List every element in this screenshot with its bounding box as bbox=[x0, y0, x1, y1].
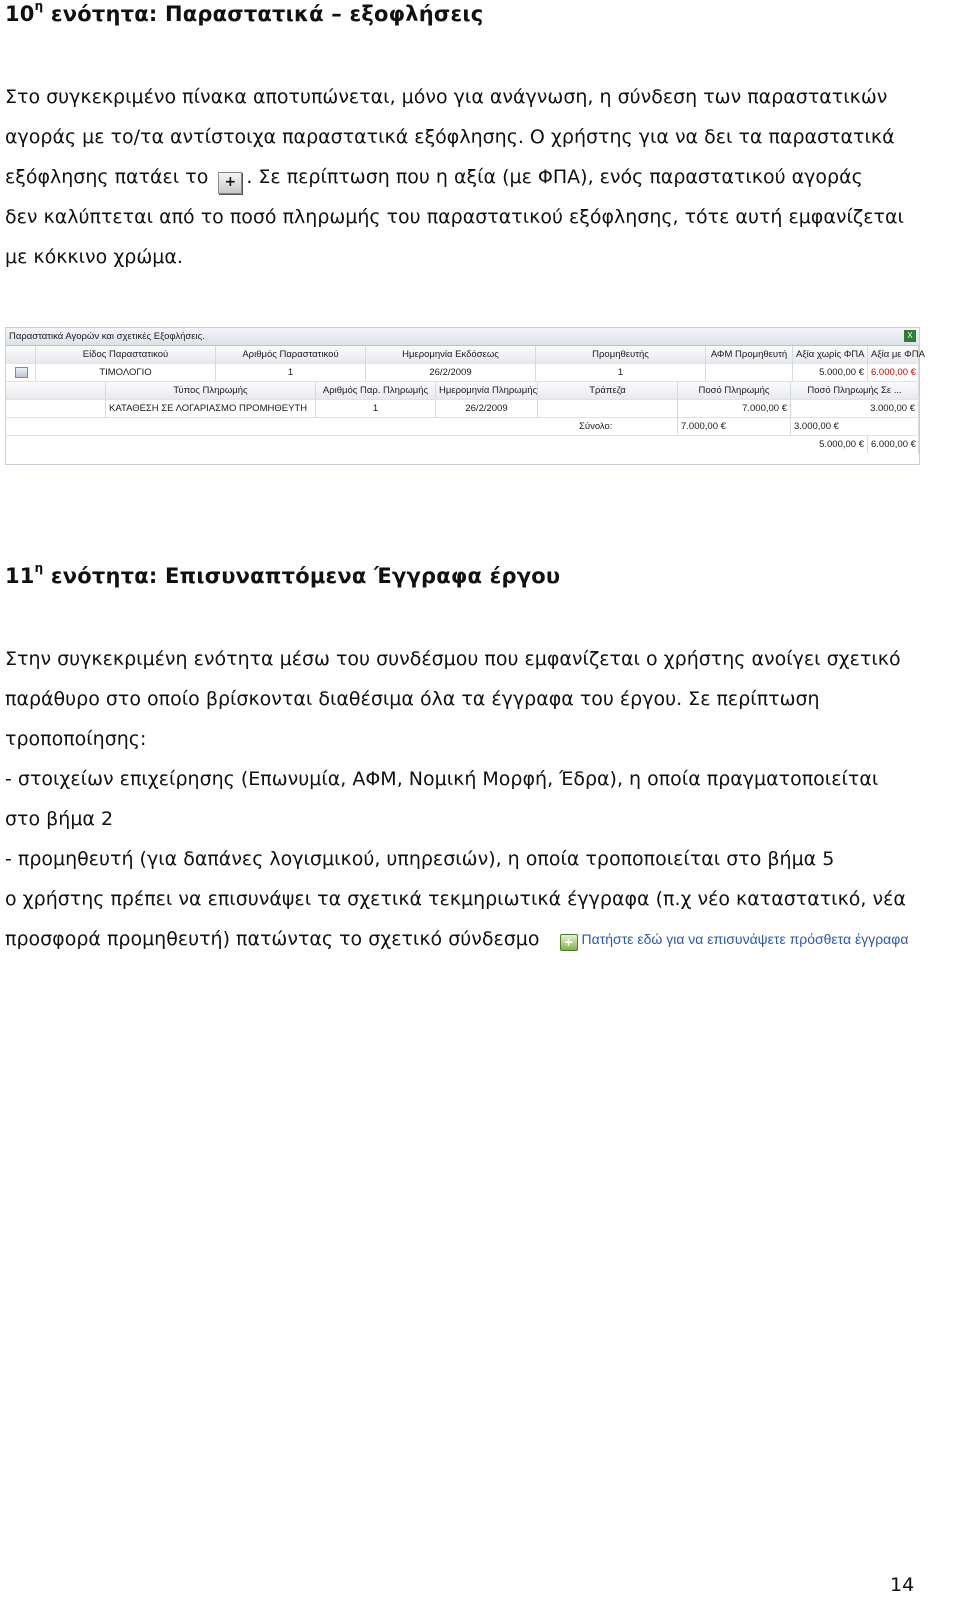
sum-value: 3.000,00 € bbox=[791, 418, 919, 435]
para-line: παράθυρο στο οποίο βρίσκονται διαθέσιμα όλα τα έγγραφα του έργου. Σε περίπτωση bbox=[5, 688, 820, 710]
para-line: τροποποίησης: bbox=[5, 728, 147, 750]
sub-col-header[interactable]: Ημερομηνία Πληρωμής bbox=[436, 382, 538, 399]
para-line: Στο συγκεκριμένο πίνακα αποτυπώνεται, μόνο για ανάγνωση, η σύνδεση των παραστατικών bbox=[5, 86, 888, 108]
para-line: ο χρήστης πρέπει να επισυνάψει τα σχετικά τεκμηριωτικά έγγραφα (π.χ νέο καταστατικό, νέα bbox=[5, 888, 906, 910]
attach-icon[interactable]: + bbox=[560, 934, 578, 951]
para-line: αγοράς με το/τα αντίστοιχα παραστατικά εξόφλησης. Ο χρήστης για να δει τα παραστατικά bbox=[5, 126, 895, 148]
table-cell: 1 bbox=[316, 400, 436, 417]
para-line: με κόκκινο χρώμα. bbox=[5, 246, 183, 268]
section-10-paragraph bbox=[5, 77, 940, 277]
col-header[interactable]: Αξία χωρίς ΦΠΑ bbox=[793, 346, 868, 363]
para-line: - στοιχείων επιχείρησης (Επωνυμία, ΑΦΜ, Νομική Μορφή, Έδρα), η οποία πραγματοποιείται bbox=[5, 768, 879, 790]
para-line: - προμηθευτή (για δαπάνες λογισμικού, υπηρεσιών), η οποία τροποποιείται στο βήμα 5 bbox=[5, 848, 835, 870]
grid-header-row bbox=[6, 346, 925, 364]
col-header[interactable]: ΑΦΜ Προμηθευτή bbox=[706, 346, 793, 363]
col-header[interactable]: Προμηθευτής bbox=[536, 346, 706, 363]
totals-row bbox=[6, 436, 919, 453]
table-cell: 26/2/2009 bbox=[366, 364, 536, 381]
table-cell: ΤΙΜΟΛΟΓΙΟ bbox=[36, 364, 216, 381]
sum-row bbox=[6, 418, 919, 436]
para-line: εξόφλησης πατάει το + . Σε περίπτωση που η αξία (με ΦΠΑ), ενός παραστατικού αγοράς bbox=[5, 157, 940, 197]
para-line: δεν καλύπτεται από το ποσό πληρωμής του παραστατικού εξόφλησης, τότε αυτή εμφανίζεται bbox=[5, 206, 904, 228]
col-header[interactable]: Είδος Παραστατικού bbox=[36, 346, 216, 363]
sub-col-header[interactable]: Αριθμός Παρ. Πληρωμής bbox=[316, 382, 436, 399]
sub-col-header[interactable]: Τράπεζα bbox=[538, 382, 678, 399]
table-cell: 26/2/2009 bbox=[436, 400, 538, 417]
page-number: 14 bbox=[890, 1574, 915, 1596]
table-cell: 1 bbox=[536, 364, 706, 381]
section-11-heading: $11^\eta$ ενότητα: Επισυναπτόμενα Έγγραφα έργου bbox=[5, 561, 561, 588]
excel-icon[interactable]: X bbox=[904, 330, 916, 342]
table-cell: ΚΑΤΑΘΕΣΗ ΣΕ ΛΟΓΑΡΙΑΣΜΟ ΠΡΟΜΗΘΕΥΤΗ bbox=[106, 400, 316, 417]
table-cell: 7.000,00 € bbox=[678, 400, 791, 417]
total-value: 5.000,00 € bbox=[793, 436, 868, 453]
sub-col-header[interactable]: Ποσό Πληρωμής bbox=[678, 382, 791, 399]
plus-icon[interactable]: + bbox=[218, 172, 242, 194]
table-cell: 3.000,00 € bbox=[791, 400, 919, 417]
para-line: στο βήμα 2 bbox=[5, 808, 114, 830]
col-header[interactable]: Αξία με ΦΠΑ bbox=[868, 346, 919, 363]
sub-header-row bbox=[6, 382, 919, 400]
grid-title: Παραστατικά Αγορών και σχετικές Εξοφλήσεις. X bbox=[6, 328, 919, 346]
section-10-heading: $10^\eta$ ενότητα: Παραστατικά – εξοφλήσεις bbox=[5, 0, 484, 26]
invoices-payments-grid bbox=[5, 327, 925, 465]
table-cell bbox=[706, 364, 793, 381]
sum-label: Σύνολο: bbox=[576, 418, 678, 435]
table-cell-highlight: 6.000,00 € bbox=[868, 364, 919, 381]
total-value: 6.000,00 € bbox=[868, 436, 919, 453]
para-line: προσφορά προμηθευτή) πατώντας το σχετικό σύνδεσμο + Πατήστε εδώ για να επισυνάψετε πρόσθετα έγγραφα bbox=[5, 928, 909, 950]
table-cell: 5.000,00 € bbox=[793, 364, 868, 381]
sub-col-header[interactable]: Ποσό Πληρωμής Σε ... bbox=[791, 382, 919, 399]
expand-icon[interactable] bbox=[15, 367, 28, 378]
para-line: Στην συγκεκριμένη ενότητα μέσω του συνδέσμου που εμφανίζεται ο χρήστης ανοίγει σχετικό bbox=[5, 648, 901, 670]
sub-col-header[interactable]: Τύπος Πληρωμής bbox=[106, 382, 316, 399]
sum-value: 7.000,00 € bbox=[678, 418, 791, 435]
table-row bbox=[6, 364, 919, 382]
section-11-paragraph bbox=[5, 639, 940, 959]
table-cell: 1 bbox=[216, 364, 366, 381]
sub-table-row bbox=[6, 400, 919, 418]
col-header[interactable]: Αριθμός Παραστατικού bbox=[216, 346, 366, 363]
col-header[interactable]: Ημερομηνία Εκδόσεως bbox=[366, 346, 536, 363]
attach-documents-link[interactable]: Πατήστε εδώ για να επισυνάψετε πρόσθετα έγγραφα bbox=[581, 931, 909, 947]
table-cell bbox=[538, 400, 678, 417]
